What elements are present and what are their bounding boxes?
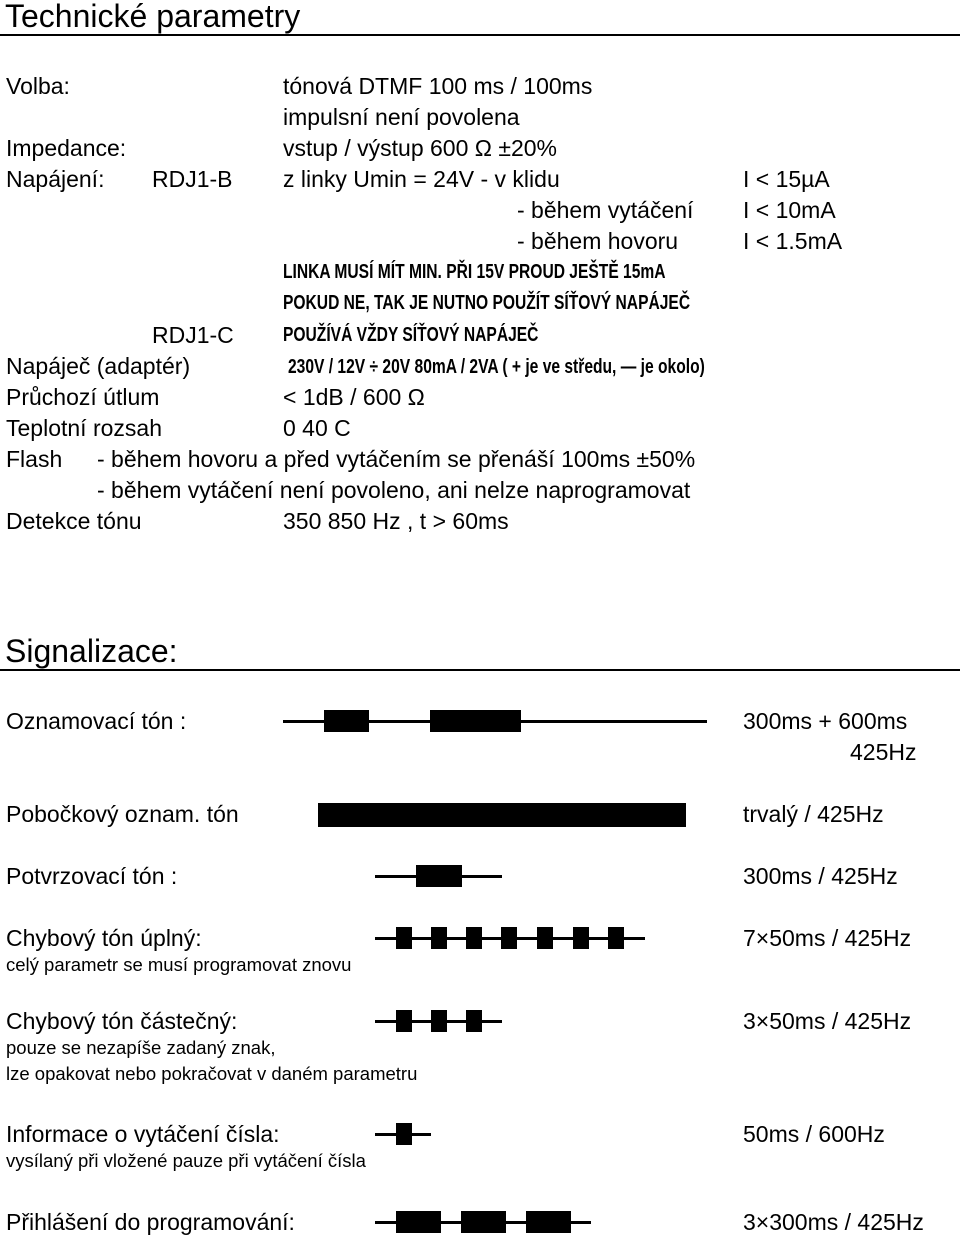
tone-pulse-continuous bbox=[318, 803, 686, 827]
tone-pulse bbox=[526, 1211, 571, 1233]
napajeni-c-note: POUŽÍVÁ VŽDY SÍŤOVÝ NAPÁJEČ bbox=[283, 324, 539, 346]
tone-pulse bbox=[461, 1211, 506, 1233]
napajeni-b-current-1: I < 15µA bbox=[743, 166, 830, 192]
signal-label: Přihlášení do programování: bbox=[6, 1209, 295, 1235]
volba-value-1: tónová DTMF 100 ms / 100ms bbox=[283, 73, 593, 99]
signal-note: vysílaný při vložené pauze při vytáčení čísla bbox=[6, 1150, 366, 1171]
signal-label: Pobočkový oznam. tón bbox=[6, 801, 239, 827]
utlum-label: Průchozí útlum bbox=[6, 384, 160, 410]
napajeni-rdj1b: RDJ1-B bbox=[152, 166, 233, 192]
flash-value-1: - během hovoru a před vytáčením se přenáší 100ms ±50% bbox=[97, 446, 696, 472]
detekce-value: 350 850 Hz , t > 60ms bbox=[283, 508, 509, 534]
signal-value: 3×50ms / 425Hz bbox=[743, 1008, 912, 1034]
impedance-value: vstup / výstup 600 Ω ±20% bbox=[283, 135, 558, 161]
signal-label: Chybový tón úplný: bbox=[6, 925, 202, 951]
section-title-signal: Signalizace: bbox=[5, 633, 178, 669]
volba-label: Volba: bbox=[6, 73, 70, 99]
section-title-tech: Technické parametry bbox=[5, 0, 301, 34]
tone-pulse bbox=[396, 927, 412, 949]
napajeni-b-current-2: I < 10mA bbox=[743, 197, 836, 223]
tone-pulse bbox=[396, 1123, 412, 1145]
utlum-value: < 1dB / 600 Ω bbox=[283, 384, 425, 410]
tone-pulse bbox=[431, 927, 447, 949]
napajeni-rdj1c: RDJ1-C bbox=[152, 322, 234, 348]
tone-pulse bbox=[608, 927, 624, 949]
napajeni-b-value-2: - během vytáčení bbox=[517, 197, 694, 223]
signal-value-2: 425Hz bbox=[850, 739, 917, 765]
napajeni-b-value-3: - během hovoru bbox=[517, 228, 679, 254]
tone-pulse bbox=[431, 1010, 447, 1032]
teplota-label: Teplotní rozsah bbox=[6, 415, 162, 441]
tone-pulse bbox=[466, 1010, 482, 1032]
tone-pulse bbox=[430, 710, 521, 732]
adapter-value: 230V / 12V ÷ 20V 80mA / 2VA ( + je ve středu, — je okolo) bbox=[288, 356, 705, 378]
tone-pulse bbox=[324, 710, 369, 732]
volba-value-2: impulsní není povolena bbox=[283, 104, 520, 130]
signal-value: 300ms + 600ms bbox=[743, 708, 908, 734]
signal-note: celý parametr se musí programovat znovu bbox=[6, 954, 352, 975]
napajeni-b-current-3: I < 1.5mA bbox=[743, 228, 843, 254]
tone-pulse bbox=[416, 865, 462, 887]
napajeni-label: Napájení: bbox=[6, 166, 105, 192]
section-rule-tech bbox=[0, 34, 960, 36]
signal-label: Potvrzovací tón : bbox=[6, 863, 178, 889]
impedance-label: Impedance: bbox=[6, 135, 127, 161]
flash-value-2: - během vytáčení není povoleno, ani nelze naprogramovat bbox=[97, 477, 691, 503]
napajeni-b-value-1: z linky Umin = 24V - v klidu bbox=[283, 166, 560, 192]
signal-value: 7×50ms / 425Hz bbox=[743, 925, 912, 951]
tone-pulse bbox=[573, 927, 589, 949]
signal-note: lze opakovat nebo pokračovat v daném parametru bbox=[6, 1063, 418, 1084]
detekce-label: Detekce tónu bbox=[6, 508, 142, 534]
tone-pulse bbox=[396, 1010, 412, 1032]
signal-label: Chybový tón částečný: bbox=[6, 1008, 238, 1034]
tone-pulse bbox=[537, 927, 553, 949]
section-rule-signal bbox=[0, 669, 960, 671]
teplota-value: 0 40 C bbox=[283, 415, 351, 441]
tone-pulse bbox=[396, 1211, 441, 1233]
napajeni-b-note-1: LINKA MUSÍ MÍT MIN. PŘI 15V PROUD JEŠTĚ 15mA bbox=[283, 261, 666, 283]
signal-value: 300ms / 425Hz bbox=[743, 863, 898, 889]
signal-value: trvalý / 425Hz bbox=[743, 801, 884, 827]
signal-note: pouze se nezapíše zadaný znak, bbox=[6, 1037, 276, 1058]
adapter-label: Napáječ (adaptér) bbox=[6, 353, 191, 379]
signal-value: 50ms / 600Hz bbox=[743, 1121, 885, 1147]
signal-value: 3×300ms / 425Hz bbox=[743, 1209, 924, 1235]
signal-label: Oznamovací tón : bbox=[6, 708, 187, 734]
tone-pulse bbox=[501, 927, 517, 949]
tone-pulse bbox=[466, 927, 482, 949]
flash-label: Flash bbox=[6, 446, 63, 472]
napajeni-b-note-2: POKUD NE, TAK JE NUTNO POUŽÍT SÍŤOVÝ NAPÁJEČ bbox=[283, 292, 691, 314]
signal-label: Informace o vytáčení čísla: bbox=[6, 1121, 280, 1147]
